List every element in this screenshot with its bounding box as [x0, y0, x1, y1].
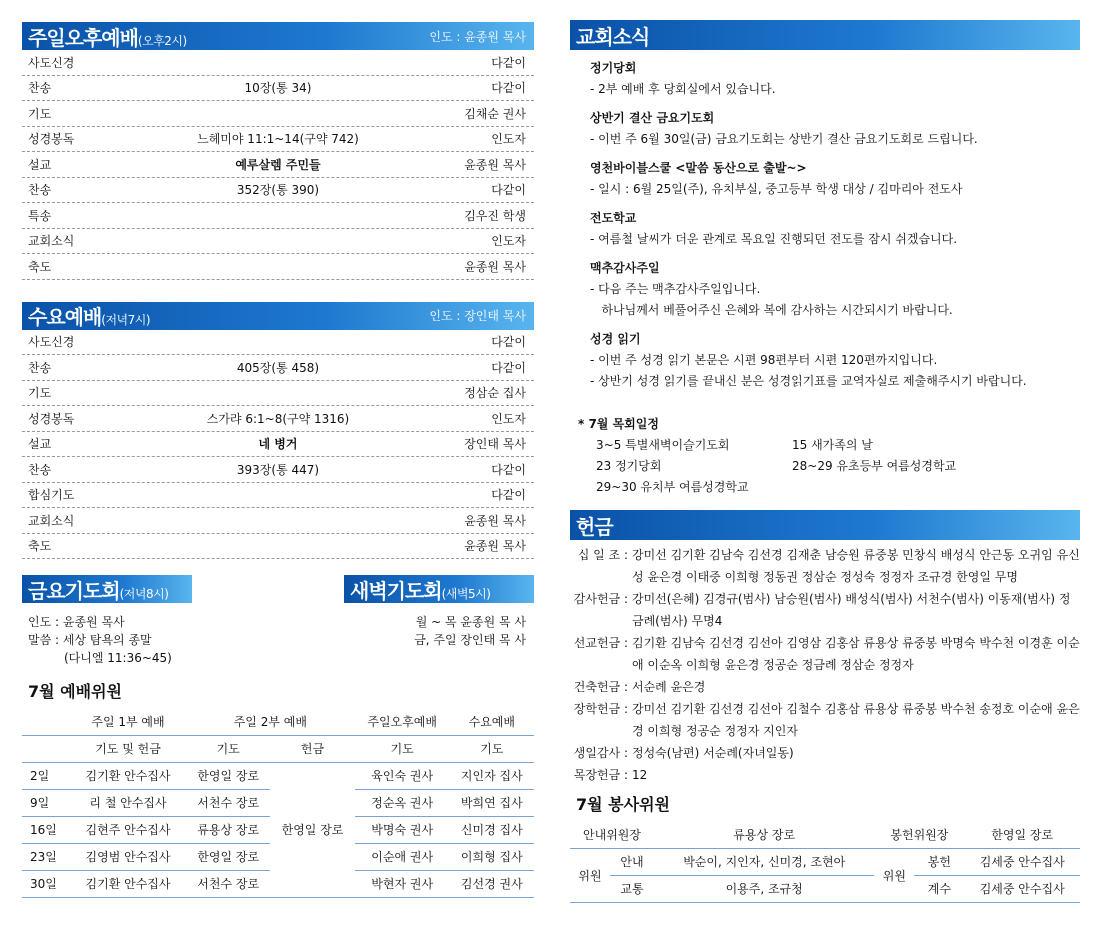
order-person: 인도자	[491, 411, 526, 426]
cell: 김기환 안수집사	[70, 762, 186, 789]
table-row	[22, 762, 534, 789]
news-line: - 이번 주 성경 읽기 본문은 시편 98편부터 시편 120편까지입니다.	[590, 353, 938, 367]
schedule-item: 29~30 유치부 여름성경학교	[596, 480, 749, 494]
order-row	[22, 127, 534, 153]
dawn-header: 새벽기도회(새벽5시)	[344, 575, 534, 603]
news-list	[570, 59, 1080, 392]
offering-merged-cell: 한영일 장로	[270, 762, 354, 897]
cell: 김선경 권사	[450, 870, 534, 897]
offering-names: 서순례 윤은경	[632, 680, 706, 694]
order-person: 다같이	[491, 488, 526, 503]
cell: 서천수 장로	[186, 870, 270, 897]
order-label: 합심기도	[28, 488, 75, 503]
cell: 한영일 장로	[186, 843, 270, 870]
col-head: 수요예배	[450, 708, 534, 735]
offering-names: 강미선 김기환 김남숙 김선경 김재춘 남승원 류중봉 민창식 배성식 안근동 오귀임 유신성 윤은경 이태중 이희형 정동권 정삼순 정성숙 정정자 조규경 한영일 무명	[632, 548, 1080, 584]
order-person: 다같이	[491, 55, 526, 70]
order-row	[22, 203, 534, 229]
offering-item	[570, 544, 1080, 588]
offering-chief: 한영일 장로	[964, 821, 1080, 848]
schedule-title: * 7월 목회일정	[578, 417, 659, 431]
date-cell: 23일	[22, 843, 70, 870]
order-row	[22, 432, 534, 458]
order-person: 김우진 학생	[464, 208, 526, 223]
col-subhead: 기도	[450, 735, 534, 762]
order-row	[22, 50, 534, 76]
offering-item	[570, 742, 1080, 764]
cell: 리 철 안수집사	[70, 789, 186, 816]
prayer-info	[22, 613, 534, 667]
names: 이용주, 조규청	[654, 875, 874, 902]
news-line: - 2부 예배 후 당회실에서 있습니다.	[590, 82, 776, 96]
member-label: 위원	[570, 848, 610, 902]
friday-ref: (다니엘 11:36~45)	[64, 651, 172, 665]
col-subhead: 기도 및 헌금	[70, 735, 186, 762]
july-worship-table	[22, 708, 534, 898]
order-label: 찬송	[28, 81, 52, 96]
order-person: 인도자	[491, 132, 526, 147]
offering-type: 감사헌금 :	[573, 592, 628, 606]
date-cell: 16일	[22, 816, 70, 843]
news-heading: 영천바이블스쿨 <말씀 동산으로 출발~>	[590, 161, 807, 175]
col-subhead: 헌금	[270, 735, 354, 762]
offering-item	[570, 588, 1080, 632]
news-item	[570, 330, 1080, 392]
offering-names: 강미선 김기환 김선경 김선아 김철수 김홍삼 류용상 류중봉 박수천 송정호 이순애 윤은경 이희형 정공순 정정자 지인자	[632, 702, 1080, 738]
order-person: 다같이	[491, 360, 526, 375]
offering-type: 건축헌금 :	[573, 680, 628, 694]
news-item	[570, 109, 1080, 150]
order-row	[22, 101, 534, 127]
order-row	[22, 508, 534, 534]
order-person: 정삼순 집사	[464, 386, 526, 401]
order-row	[22, 330, 534, 356]
order-person: 윤종원 목사	[464, 157, 526, 172]
order-label: 성경봉독	[28, 411, 75, 426]
order-detail: 352장(통 390)	[236, 183, 320, 198]
cell: 서천수 장로	[186, 789, 270, 816]
order-person: 인도자	[491, 234, 526, 249]
offering-header: 헌금	[570, 510, 1080, 540]
offering-type: 선교헌금 :	[573, 636, 628, 650]
order-label: 축도	[28, 259, 52, 274]
date-cell: 9일	[22, 789, 70, 816]
prayer-meetings	[22, 575, 534, 603]
order-label: 기도	[28, 386, 52, 401]
news-heading: 전도학교	[590, 211, 637, 225]
order-detail: 393장(통 447)	[236, 462, 320, 477]
cell: 정순옥 권사	[355, 789, 450, 816]
date-cell: 30일	[22, 870, 70, 897]
order-row	[22, 483, 534, 509]
role: 안내	[610, 848, 654, 875]
cell: 이희형 집사	[450, 843, 534, 870]
col-head: 주일 1부 예배	[70, 708, 186, 735]
news-line: - 다음 주는 맥추감사주일입니다.	[590, 282, 761, 296]
order-person: 다같이	[491, 81, 526, 96]
news-heading: 정기당회	[590, 61, 637, 75]
cell: 박현자 권사	[355, 870, 450, 897]
dawn-line-2: 금, 주일 장인태 목 사	[414, 633, 526, 647]
col-subhead: 기도	[355, 735, 450, 762]
names: 박순이, 지인자, 신미경, 조현아	[654, 848, 874, 875]
july-service-table	[570, 821, 1080, 903]
order-label: 사도신경	[28, 335, 75, 350]
offering-item	[570, 764, 1080, 786]
wednesday-header: 수요예배(저녁7시) 인도 : 장인태 목사	[22, 302, 534, 330]
news-line: - 일시 : 6월 25일(주), 유치부실, 중고등부 학생 대상 / 김마리아 전도사	[590, 182, 963, 196]
wednesday-order	[22, 330, 534, 560]
cell: 류용상 장로	[186, 816, 270, 843]
order-row	[22, 534, 534, 560]
col-head: 주일 2부 예배	[186, 708, 355, 735]
col-head: 주일오후예배	[355, 708, 450, 735]
order-person: 윤종원 목사	[464, 513, 526, 528]
order-person: 윤종원 목사	[464, 259, 526, 274]
news-line: 하나님께서 베풀어주신 은혜와 복에 감사하는 시간되시기 바랍니다.	[590, 303, 953, 317]
news-heading: 맥추감사주일	[590, 261, 660, 275]
order-label: 기도	[28, 106, 52, 121]
sunday-pm-header: 주일오후예배(오후2시) 인도 : 윤종원 목사	[22, 22, 534, 50]
order-detail: 10장(통 34)	[244, 81, 312, 96]
cell: 육인숙 권사	[355, 762, 450, 789]
cell: 신미경 집사	[450, 816, 534, 843]
guide-chief: 류용상 장로	[654, 821, 874, 848]
order-person: 김채순 권사	[464, 106, 526, 121]
news-heading: 성경 읽기	[590, 332, 641, 346]
offering-item	[570, 698, 1080, 742]
friday-message: 말씀 : 세상 탐욕의 종말	[28, 633, 152, 647]
wednesday-leader: 인도 : 장인태 목사	[429, 309, 526, 323]
order-person: 다같이	[491, 183, 526, 198]
offering-item	[570, 676, 1080, 698]
order-person: 다같이	[491, 335, 526, 350]
order-detail: 스가랴 6:1~8(구약 1316)	[206, 411, 350, 426]
dawn-line-1: 월 ~ 목 윤종원 목 사	[415, 615, 526, 629]
member-label: 위원	[874, 848, 914, 902]
order-label: 축도	[28, 539, 52, 554]
order-row	[22, 178, 534, 204]
news-heading: 상반기 결산 금요기도회	[590, 111, 715, 125]
order-detail: 405장(통 458)	[236, 360, 320, 375]
sunday-pm-leader: 인도 : 윤종원 목사	[429, 29, 526, 44]
sunday-pm-order	[22, 50, 534, 280]
cell: 박명숙 권사	[355, 816, 450, 843]
friday-leader: 인도 : 윤종원 목사	[28, 615, 125, 629]
order-row	[22, 406, 534, 432]
offering-item	[570, 632, 1080, 676]
order-detail: 느헤미야 11:1~14(구약 742)	[197, 132, 359, 147]
cell: 김영범 안수집사	[70, 843, 186, 870]
cell: 박희연 집사	[450, 789, 534, 816]
offering-type: 생일감사 :	[573, 746, 628, 760]
cell: 이순애 권사	[355, 843, 450, 870]
order-detail: 네 병거	[258, 437, 298, 452]
order-label: 교회소식	[28, 513, 75, 528]
news-item	[570, 259, 1080, 321]
offering-type: 십 일 조 :	[577, 548, 628, 562]
offering-names: 정성숙(남편) 서순례(자녀일동)	[632, 746, 794, 760]
order-label: 교회소식	[28, 234, 75, 249]
offering-names: 강미선(은혜) 김경규(범사) 남승원(범사) 배성식(범사) 서천수(범사) 이동재(범사) 정금례(범사) 무명4	[632, 592, 1071, 628]
news-header: 교회소식	[570, 20, 1080, 50]
order-row	[22, 254, 534, 280]
news-line: - 상반기 성경 읽기를 끝내신 분은 성경읽기표를 교역자실로 제출해주시기 바랍니다.	[590, 374, 1027, 388]
right-column	[570, 0, 1080, 903]
schedule-item: 15 새가족의 날	[792, 438, 873, 452]
col-subhead: 기도	[186, 735, 270, 762]
date-cell: 2일	[22, 762, 70, 789]
order-label: 설교	[28, 157, 52, 172]
order-label: 사도신경	[28, 55, 75, 70]
offering-chief-label: 봉헌위원장	[874, 821, 964, 848]
news-item	[570, 209, 1080, 250]
order-person: 윤종원 목사	[464, 539, 526, 554]
order-person: 다같이	[491, 462, 526, 477]
news-item	[570, 59, 1080, 100]
order-row	[22, 355, 534, 381]
role: 계수	[914, 875, 964, 902]
names: 김세중 안수집사	[964, 848, 1080, 875]
order-label: 찬송	[28, 360, 52, 375]
order-person: 장인태 목사	[464, 437, 526, 452]
role: 교통	[610, 875, 654, 902]
order-label: 성경봉독	[28, 132, 75, 147]
offering-names: 12	[632, 768, 648, 782]
schedule-item: 23 정기당회	[596, 459, 662, 473]
order-row	[22, 152, 534, 178]
offering-type: 목장헌금 :	[573, 768, 628, 782]
schedule-item: 28~29 유초등부 여름성경학교	[792, 459, 957, 473]
cell: 지인자 집사	[450, 762, 534, 789]
schedule	[578, 414, 1080, 498]
order-row	[22, 229, 534, 255]
order-detail: 예루살렘 주민들	[235, 157, 321, 172]
order-label: 설교	[28, 437, 52, 452]
schedule-item: 3~5 특별새벽이슬기도회	[596, 438, 730, 452]
left-column	[22, 0, 534, 898]
offering-names: 김기환 김남숙 김선경 김선아 김영삼 김홍삼 류용상 류중봉 박명숙 박수천 이경훈 이순애 이순옥 이희형 윤은경 정공순 정금례 정삼순 정정자	[632, 636, 1080, 672]
order-row	[22, 381, 534, 407]
order-label: 특송	[28, 208, 52, 223]
friday-header: 금요기도회(저녁8시)	[22, 575, 192, 603]
news-item	[570, 159, 1080, 200]
names: 김세중 안수집사	[964, 875, 1080, 902]
order-row	[22, 76, 534, 102]
order-row	[22, 457, 534, 483]
offering-type: 장학헌금 :	[573, 702, 628, 716]
offering-list	[570, 544, 1080, 786]
july-worship-title: 7월 예배위원	[28, 682, 122, 701]
cell: 김기환 안수집사	[70, 870, 186, 897]
guide-chief-label: 안내위원장	[570, 821, 654, 848]
role: 봉헌	[914, 848, 964, 875]
news-line: - 여름철 날씨가 더운 관계로 목요일 진행되던 전도를 잠시 쉬겠습니다.	[590, 232, 958, 246]
order-label: 찬송	[28, 462, 52, 477]
order-label: 찬송	[28, 183, 52, 198]
news-line: - 이번 주 6월 30일(금) 금요기도회는 상반기 결산 금요기도회로 드립니다.	[590, 132, 978, 146]
cell: 김현주 안수집사	[70, 816, 186, 843]
cell: 한영일 장로	[186, 762, 270, 789]
july-service-title: 7월 봉사위원	[576, 795, 670, 814]
